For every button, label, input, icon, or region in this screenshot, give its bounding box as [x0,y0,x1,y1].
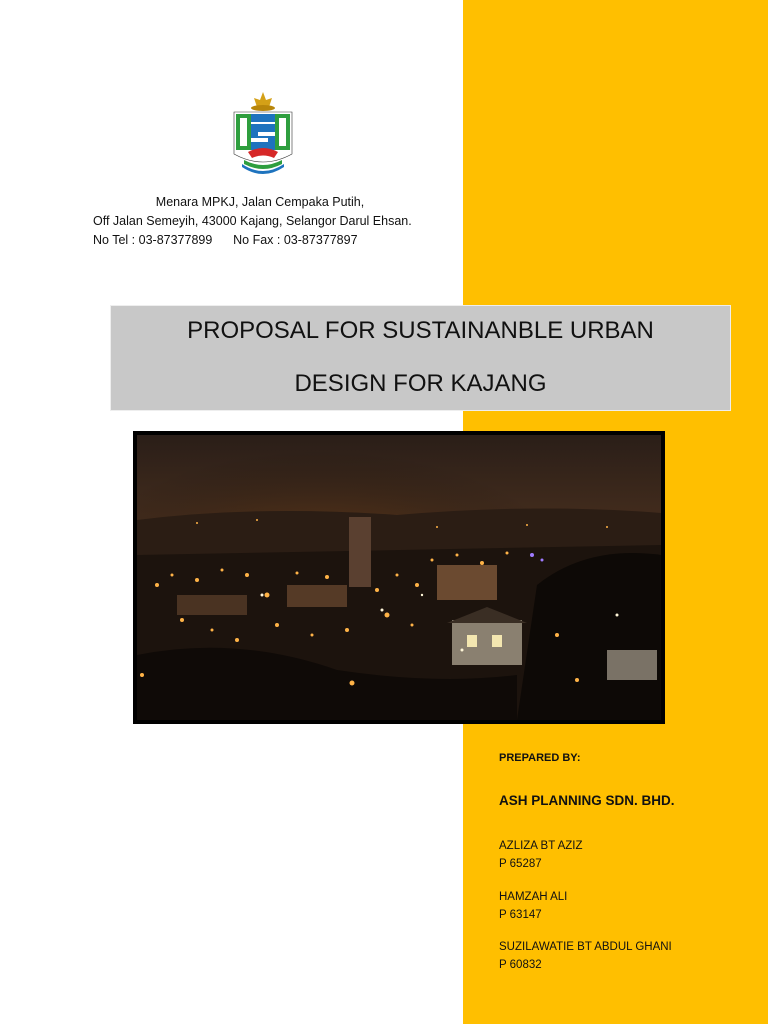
title-line-2: DESIGN FOR KAJANG [294,370,547,397]
contact-line: No Tel : 03-87377899 No Fax : 03-87377897 [93,233,358,247]
title-box [110,305,731,411]
cityscape-photo [133,431,665,724]
company-name: ASH PLANNING SDN. BHD. [499,793,675,808]
team-member [499,888,567,924]
member-name: SUZILAWATIE BT ABDUL GHANI [499,941,672,953]
address-block [60,193,450,250]
address-line-2: Off Jalan Semeyih, 43000 Kajang, Selangor Darul Ehsan. [93,214,412,228]
team-member [499,938,672,974]
member-id: P 63147 [499,909,542,921]
member-id: P 60832 [499,959,542,971]
mpkj-logo [228,90,298,180]
member-name: AZLIZA BT AZIZ [499,840,583,852]
team-member [499,837,583,873]
member-id: P 65287 [499,858,542,870]
prepared-by-label: PREPARED BY: [499,752,581,764]
member-name: HAMZAH ALI [499,891,568,903]
address-line-1: Menara MPKJ, Jalan Cempaka Putih, [155,195,365,209]
title-line-1: PROPOSAL FOR SUSTAINANBLE URBAN [187,317,654,344]
